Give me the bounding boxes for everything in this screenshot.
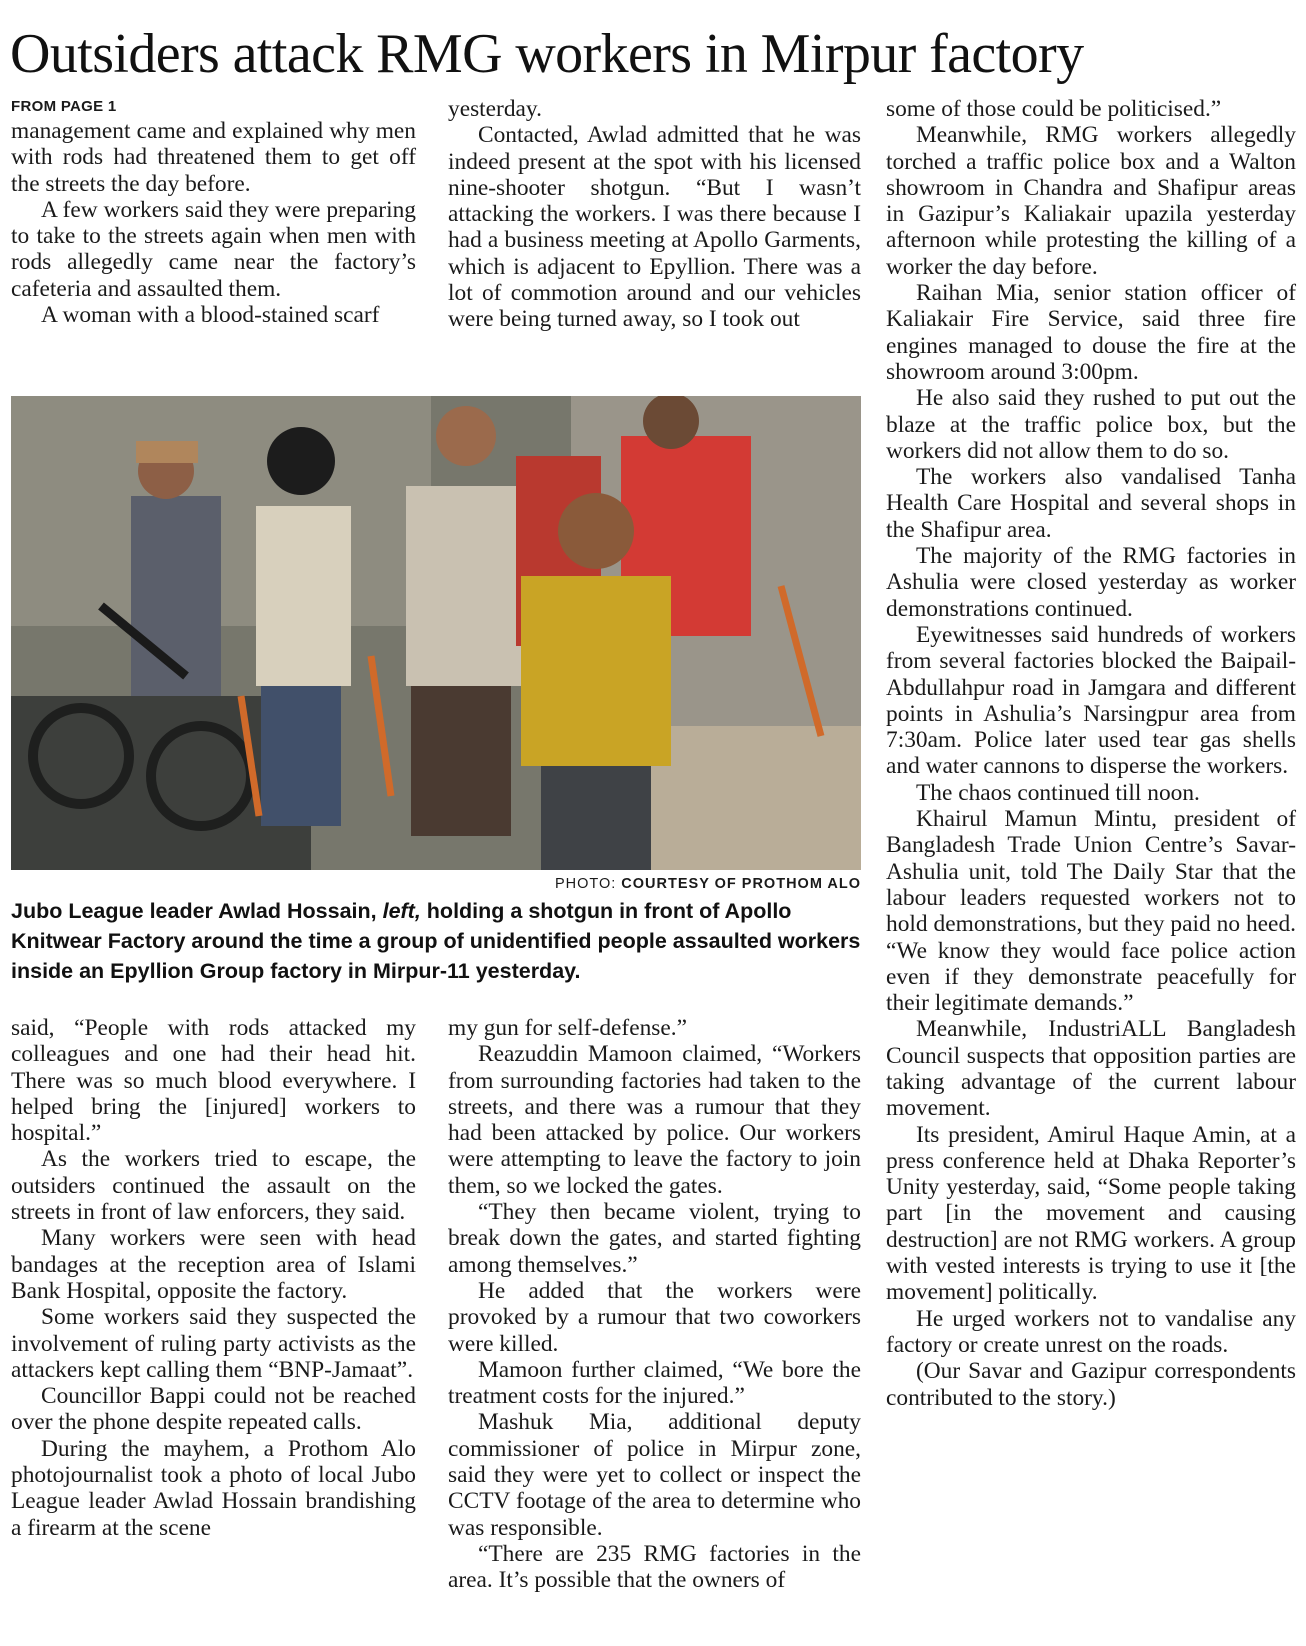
- caption-italic: left,: [382, 899, 421, 923]
- paragraph: Khairul Mamun Mintu, president of Bangladesh Trade Union Centre’s Savar-Ashulia unit, told The Daily Star that the labour leaders requested workers not to hold demonstrations, but they paid no heed. “We know they would face police action even if they demonstrate peacefully for their legitimate demands.”: [886, 806, 1296, 1017]
- paragraph: my gun for self-defense.”: [448, 1015, 688, 1041]
- paragraph: A woman with a blood-stained scarf: [41, 302, 380, 329]
- paragraph: The majority of the RMG factories in Ashulia were closed yesterday as worker demonstrations continued.: [886, 543, 1296, 622]
- paragraph: As the workers tried to escape, the outsiders continued the assault on the streets in front of law enforcers, they said.: [11, 1146, 416, 1226]
- paragraph: Councillor Bappi could not be reached over the phone despite repeated calls.: [11, 1383, 416, 1436]
- column-1-top: [11, 96, 416, 328]
- paragraph: Raihan Mia, senior station officer of Kaliakair Fire Service, said three fire engines managed to douse the fire at the showroom around 3:00pm.: [886, 280, 1296, 385]
- paragraph: The workers also vandalised Tanha Health Care Hospital and several shops in the Shafipur area.: [886, 464, 1296, 543]
- paragraph: yesterday.: [448, 96, 542, 122]
- paragraph: some of those could be politicised.”: [886, 96, 1222, 122]
- column-1-bottom: [11, 1015, 416, 1541]
- paragraph: Reazuddin Mamoon claimed, “Workers from surrounding factories had taken to the streets, and there was a rumour that they had been attacked by police. Our workers were attempting to leave the factory to join them, so we locked the gates.: [448, 1041, 861, 1199]
- paragraph: Meanwhile, IndustriALL Bangladesh Council suspects that opposition parties are taking advantage of the current labour movement.: [886, 1016, 1296, 1122]
- paragraph: He urged workers not to vandalise any factory or create unrest on the roads.: [886, 1305, 1296, 1358]
- column-3: [886, 96, 1296, 1411]
- column-2-bottom: [448, 1015, 861, 1594]
- paragraph: (Our Savar and Gazipur correspondents contributed to the story.): [886, 1358, 1296, 1411]
- paragraph: Mashuk Mia, additional deputy commissioner of police in Mirpur zone, said they were yet to collect or inspect the CCTV footage of the area to determine who was responsible.: [448, 1409, 861, 1541]
- photo-caption: [11, 896, 861, 986]
- paragraph: The chaos continued till noon.: [916, 779, 1200, 806]
- paragraph: He added that the workers were provoked by a rumour that two coworkers were killed.: [448, 1277, 861, 1357]
- paragraph: He also said they rushed to put out the blaze at the traffic police box, but the workers did not allow them to do so.: [886, 385, 1296, 464]
- paragraph: Many workers were seen with head bandages at the reception area of Islami Bank Hospital, opposite the factory.: [11, 1225, 416, 1304]
- paragraph: “There are 235 RMG factories in the area. It’s possible that the owners of: [448, 1540, 861, 1594]
- photo-credit-prefix: PHOTO:: [554, 876, 622, 892]
- kicker: FROM PAGE 1: [11, 98, 117, 115]
- paragraph: Eyewitnesses said hundreds of workers from several factories blocked the Baipail-Abdullahpur road in Jamgara and different points in Ashulia’s Narsingpur area from 7:30am. Police later used tear gas shells and water cannons to disperse the workers.: [886, 621, 1296, 780]
- caption-start: Jubo League leader Awlad Hossain,: [11, 899, 383, 923]
- paragraph: management came and explained why men with rods had threatened them to get off the streets the day before.: [11, 118, 416, 197]
- paragraph: Contacted, Awlad admitted that he was indeed present at the spot with his licensed nine-shooter shotgun. “But I wasn’t attacking the workers. I was there because I had a business meeting at Apollo Garments, which is adjacent to Epyllion. There was a lot of commotion around and our vehicles were being turned away, so I took out: [448, 122, 861, 333]
- paragraph: Some workers said they suspected the involvement of ruling party activists as the attackers kept calling them “BNP-Jamaat”.: [11, 1304, 416, 1383]
- paragraph: During the mayhem, a Prothom Alo photojournalist took a photo of local Jubo League leader Awlad Hossain brandishing a firearm at the scene: [11, 1435, 416, 1541]
- column-2-top: [448, 96, 861, 333]
- photo-credit-source: COURTESY OF PROTHOM ALO: [621, 876, 861, 892]
- paragraph: A few workers said they were preparing to take to the streets again when men with rods allegedly came near the factory’s cafeteria and assaulted them.: [11, 196, 416, 302]
- photo-credit: [11, 874, 861, 894]
- paragraph: said, “People with rods attacked my colleagues and one had their head hit. There was so much blood everywhere. I helped bring the [injured] workers to hospital.”: [11, 1015, 416, 1147]
- paragraph: Meanwhile, RMG workers allegedly torched a traffic police box and a Walton showroom in Chandra and Shafipur areas in Gazipur’s Kaliakair upazila yesterday afternoon while protesting the killing of a worker the day before.: [886, 122, 1296, 280]
- paragraph: Its president, Amirul Haque Amin, at a press conference held at Dhaka Reporter’s Unity yesterday, said, “Some people taking part [in the movement and causing destruction] are not RMG workers. A group with vested interests is trying to use it [the movement] politically.: [886, 1121, 1296, 1306]
- news-photo: [11, 396, 861, 870]
- paragraph: “They then became violent, trying to break down the gates, and started fighting among themselves.”: [448, 1199, 861, 1278]
- paragraph: Mamoon further claimed, “We bore the treatment costs for the injured.”: [448, 1356, 861, 1410]
- photo-illustration: [11, 396, 861, 870]
- caption-end: holding a shotgun in front of Apollo Knitwear Factory around the time a group of unidentified people assaulted workers inside an Epyllion Group factory in Mirpur-11 yesterday.: [11, 899, 861, 983]
- headline: Outsiders attack RMG workers in Mirpur factory: [10, 23, 1084, 85]
